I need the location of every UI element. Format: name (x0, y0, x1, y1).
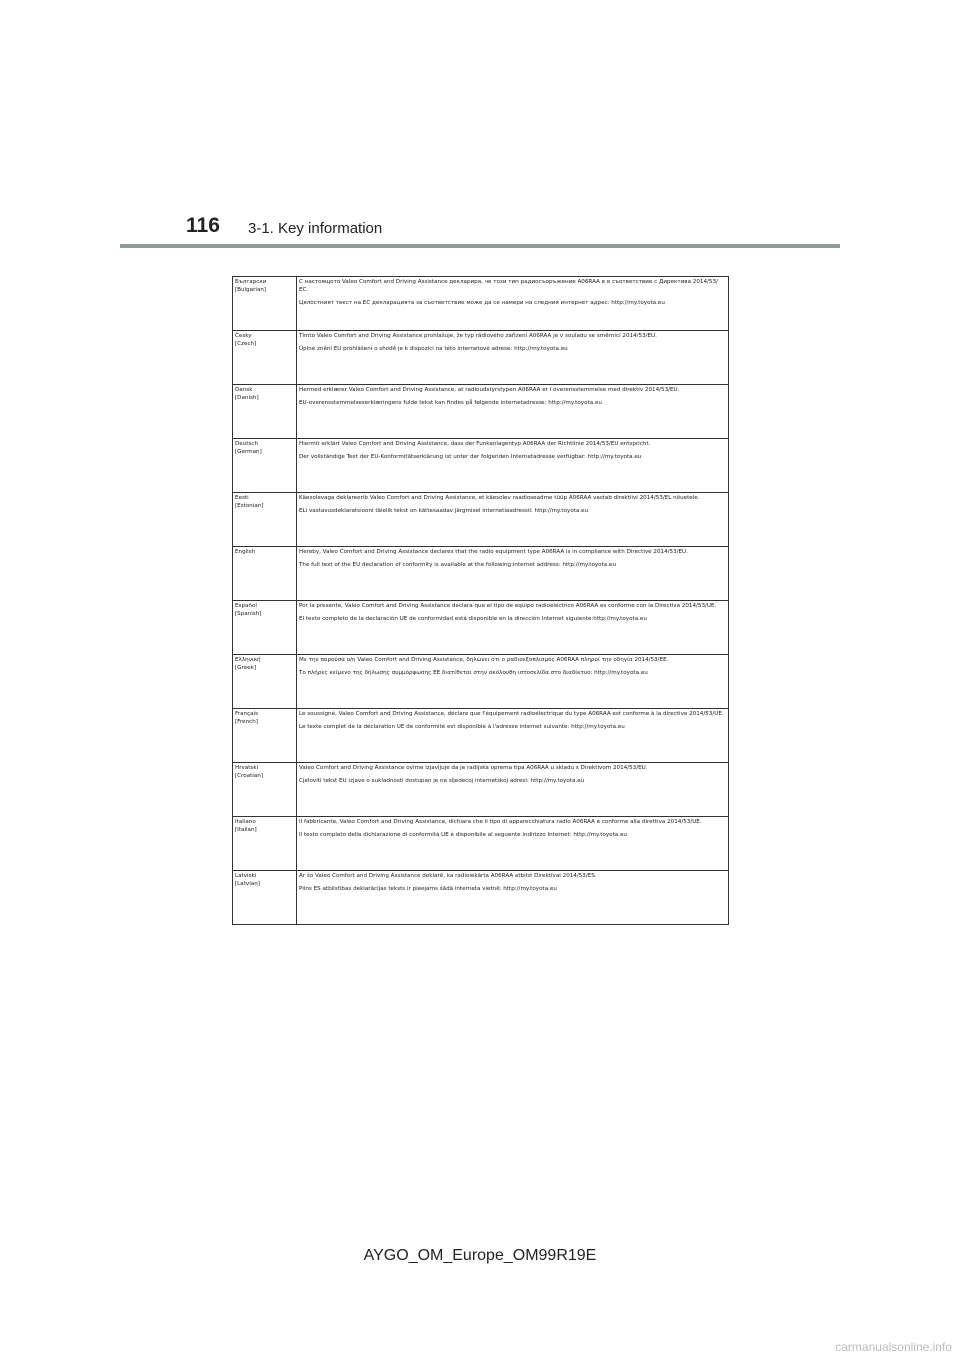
declaration-cell (297, 385, 729, 439)
language-name: English (235, 549, 256, 555)
declaration-table (232, 276, 729, 925)
declaration-cell (297, 763, 729, 817)
language-cell (233, 655, 297, 709)
language-english-name: [German] (235, 449, 262, 456)
declaration-text: Hermed erklærer Valeo Comfort and Driving Assistance, at radioudstyrstypen A06RAA er i overensstemmelse med direktiv 2014/53/EU. (299, 387, 680, 393)
language-cell (233, 277, 297, 331)
language-english-name: [Italian] (235, 827, 257, 834)
table-row (233, 601, 729, 655)
declaration-text: Με την παρούσα ο/η Valeo Comfort and Driving Assistance, δηλώνει ότι ο ραδιοεξοπλισμός A06RAA πληροί την οδηγία 2014/53/ΕΕ. (299, 657, 669, 663)
language-name: Български (235, 279, 267, 285)
declaration-text: Hereby, Valeo Comfort and Driving Assistance declares that the radio equipment type A06RAA is in compliance with Directive 2014/53/EU. (299, 549, 688, 555)
language-english-name: [Greek] (235, 665, 256, 672)
declaration-text: Ar šo Valeo Comfort and Driving Assistance deklarē, ka radioiekārta A06RAA atbilst Direktīvai 2014/53/ES. (299, 873, 597, 879)
declaration-text: С настоящото Valeo Comfort and Driving Assistance декларира, че този тип радиосъоръжение A06RAA е в съответствие с Директива 2014/53/ЕС. (299, 279, 718, 294)
declaration-link-text: El texto completo de la declaración UE de conformidad está disponible en la dirección Internet siguiente:http://my.toyota.eu (299, 616, 647, 623)
language-name: Italiano (235, 819, 256, 825)
declaration-cell (297, 439, 729, 493)
table-row (233, 439, 729, 493)
declaration-text: Tímto Valeo Comfort and Driving Assistance prohlašuje, že typ rádiového zařízení A06RAA je v souladu se směrnicí 2014/53/EU. (299, 333, 657, 339)
declaration-link-text: Pilns ES atbilstības deklarācijas teksts ir pieejams šādā interneta vietnē: http://my.toyota.eu (299, 886, 557, 893)
table-row (233, 817, 729, 871)
table-row (233, 277, 729, 331)
declaration-link-text: The full text of the EU declaration of conformity is available at the following internet address: http://my.toyota.eu (299, 562, 616, 569)
language-english-name: [Spanish] (235, 611, 262, 618)
language-english-name: [Latvian] (235, 881, 260, 888)
declaration-text: Käesolevaga deklareerib Valeo Comfort and Driving Assistance, et käesolev raadioseadme tüüp A06RAA vastab direktiivi 2014/53/EL nõuetele. (299, 495, 700, 501)
language-name: Ελληνική (235, 657, 261, 663)
language-english-name: [French] (235, 719, 258, 726)
language-cell (233, 547, 297, 601)
declaration-link-text: Cjeloviti tekst EU izjave o sukladnosti dostupan je na sljedećoj internetskoj adresi: http://my.toyota.eu (299, 778, 585, 785)
language-cell (233, 871, 297, 925)
declaration-cell (297, 601, 729, 655)
declaration-cell (297, 655, 729, 709)
declaration-link-text: Цялостният текст на ЕС декларацията за съответствие може да се намери на следния интернет адрес: http://my.toyota.eu (299, 300, 665, 307)
table-row (233, 547, 729, 601)
declaration-link-text: EU-overensstemmelseserklæringens fulde tekst kan findes på følgende internetadresse: http://my.toyota.eu (299, 400, 602, 407)
language-cell (233, 331, 297, 385)
language-english-name: [Czech] (235, 341, 257, 348)
table-row (233, 385, 729, 439)
table-row (233, 655, 729, 709)
declaration-cell (297, 709, 729, 763)
watermark: carmanualsonline.info (835, 1340, 952, 1354)
language-name: Eesti (235, 495, 249, 501)
declaration-text: Hiermit erklärt Valeo Comfort and Driving Assistance, dass der Funkanlagentyp A06RAA der Richtlinie 2014/53/EU entspricht. (299, 441, 651, 447)
declaration-link-text: Il testo completo della dichiarazione di conformità UE è disponibile al seguente indirizzo Internet: http://my.toyota.eu (299, 832, 627, 839)
language-english-name: [Bulgarian] (235, 287, 267, 294)
language-cell (233, 763, 297, 817)
language-cell (233, 439, 297, 493)
page-number: 116 (186, 214, 220, 237)
language-name: Hrvatski (235, 765, 259, 771)
language-cell (233, 385, 297, 439)
declaration-text: Il fabbricante, Valeo Comfort and Driving Assistance, dichiara che il tipo di apparecchiatura radio A06RAA è conforme alla direttiva 2014/53/UE. (299, 819, 702, 825)
declaration-cell (297, 871, 729, 925)
declaration-cell (297, 547, 729, 601)
declaration-link-text: Το πλήρες κείμενο της δήλωσης συμμόρφωσης ΕΕ διατίθεται στην ακόλουθη ιστοσελίδα στο διαδίκτυο: http://my.toyota.eu (299, 670, 648, 677)
declaration-link-text: Der vollständige Text der EU-Konformitätserklärung ist unter der folgenden Internetadresse verfügbar: http://my.toyota.eu (299, 454, 642, 461)
header-rule (120, 244, 840, 248)
declaration-link-text: ELi vastavusdeklaratsiooni täielik tekst on kättesaadav järgmisel internetiaadressil: http://my.toyota.eu (299, 508, 589, 515)
declaration-text: Le soussigné, Valeo Comfort and Driving Assistance, déclare que l'équipement radioélectrique du type A06RAA est conforme à la directive 2014/53/UE. (299, 711, 724, 717)
declaration-cell (297, 331, 729, 385)
language-cell (233, 709, 297, 763)
language-english-name: [Estonian] (235, 503, 264, 510)
declaration-link-text: Le texte complet de la déclaration UE de conformité est disponible à l'adresse internet suivante: http://my.toyota.eu (299, 724, 625, 731)
language-english-name: [Danish] (235, 395, 259, 402)
declaration-cell (297, 493, 729, 547)
language-name: Česky (235, 333, 252, 339)
table-row (233, 763, 729, 817)
table-row (233, 331, 729, 385)
language-name: Latviski (235, 873, 257, 879)
declaration-text: Valeo Comfort and Driving Assistance ovime izjavljuje da je radijska oprema tipa A06RAA u skladu s Direktivom 2014/53/EU. (299, 765, 648, 771)
language-cell (233, 493, 297, 547)
language-cell (233, 601, 297, 655)
section-title: 3-1. Key information (248, 220, 383, 237)
declaration-cell (297, 817, 729, 871)
language-name: Español (235, 603, 257, 609)
language-cell (233, 817, 297, 871)
language-english-name: [Croatian] (235, 773, 264, 780)
language-name: Deutsch (235, 441, 259, 447)
table-row (233, 493, 729, 547)
document-code: AYGO_OM_Europe_OM99R19E (363, 1247, 597, 1264)
declaration-text: Por la presente, Valeo Comfort and Driving Assistance declara que el tipo de equipo radioeléctrico A06RAA es conforme con la Directiva 2014/53/UE. (299, 603, 717, 609)
language-name: Dansk (235, 387, 253, 393)
table-row (233, 709, 729, 763)
declaration-cell (297, 277, 729, 331)
language-name: Français (235, 711, 259, 717)
declaration-link-text: Úplné znění EU prohlášení o shodě je k dispozici na této internetové adrese: http://my.toyota.eu (299, 346, 568, 353)
table-row (233, 871, 729, 925)
